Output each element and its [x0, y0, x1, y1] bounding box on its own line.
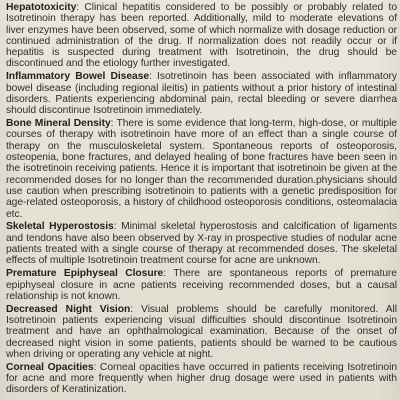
section-body: : Corneal opacities have occurred in patients receiving Isotretinoin for acne and more frequently when higher drug dosage were used in patients with disorders of Keratinization. — [6, 361, 397, 396]
section-heading: Hepatotoxicity — [6, 2, 77, 13]
section-hepatotoxicity — [6, 2, 397, 70]
section-body: : Visual problems should be carefully monitored. All Isotretinoin patients experiencing visual difficulties should discontinue Isotretinoin treatment and have an ophthalmological examination. Because of the onset of decreased night vision in some patients, patients should be warned to be cautious when driving or operating any vehicle at night. — [6, 303, 397, 360]
section-heading: Inflammatory Bowel Disease — [6, 71, 150, 83]
document-text — [6, 2, 397, 397]
section-inflammatory-bowel-disease — [6, 71, 397, 116]
section-heading: Premature Epiphyseal Closure — [6, 268, 164, 280]
section-body: : Clinical hepatitis considered to be possibly or probably related to Isotretinoin therapy has been reported. Additionally, mild to moderate elevations of liver enzymes have been observed, some of which normalize with dosage reduction or continued administration of the drug. If normalization does not readily occur or if hepatitis is suspected during treatment with Isotretinoin, the drug should be discontinued and the etiology further investigated. — [6, 2, 397, 70]
section-decreased-night-vision — [6, 304, 397, 360]
section-heading: Skeletal Hyperostosis — [6, 221, 114, 233]
section-heading: Decreased Night Vision — [6, 303, 131, 315]
section-body: : There is some evidence that long-term, high-dose, or multiple courses of therapy with isotretinoin have more of an effect than a single course of therapy on the musculoskeletal system. Spontaneous reports of osteoporosis, osteopenia, bone fractures, and delayed healing of bone fractures have been seen in the isotretinoin receiving patients. Hence it is important that isotretinoin be given at the recommended doses for no longer than the recommended duration.physicians should use caution when prescribing isotretinoin to patients with a genetic predisposition for age-related osteoporosis, a history of childhood osteoporosis conditions, osteomalacia etc. — [6, 118, 397, 220]
section-body: : Isotretinoin has been associated with inflammatory bowel disease (including regional ileitis) in patients without a prior history of intestinal disorders. Patients experiencing abdominal pain, rectal bleeding or severe diarrhea should discontinue Isotretinoin immediately. — [6, 71, 397, 117]
section-body: : Minimal skeletal hyperostosis and calcification of ligaments and tendons have also been observed by X-ray in prospective studies of nodular acne patients treated with a single course of therapy at recommended doses. The skeletal effects of multiple Isotretinoin treatment course for acne are unknown. — [6, 221, 397, 267]
section-premature-epiphyseal-closure — [6, 268, 397, 302]
section-skeletal-hyperostosis — [6, 221, 397, 266]
section-body: : There are spontaneous reports of premature epiphyseal closure in acne patients receiving recommended doses, but a causal relationship is not known. — [6, 268, 397, 302]
section-bone-mineral-density — [6, 118, 397, 220]
section-corneal-opacities — [6, 362, 397, 396]
section-heading: Bone Mineral Density — [6, 118, 111, 130]
section-heading: Corneal Opacities — [6, 361, 94, 373]
